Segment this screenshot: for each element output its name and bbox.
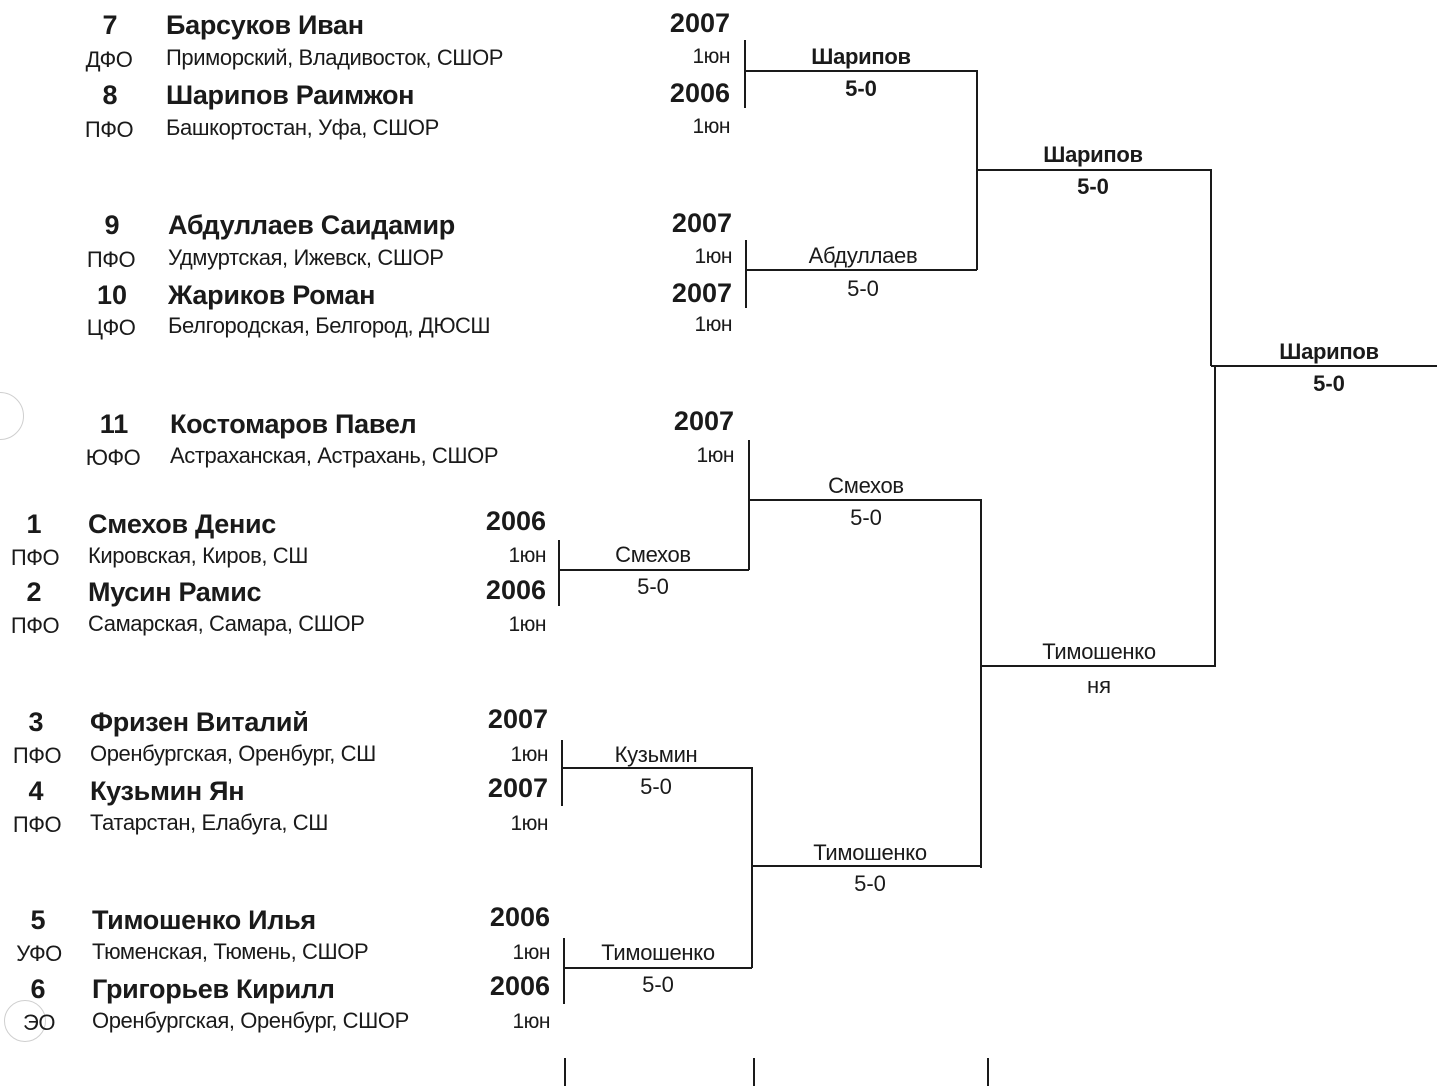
athlete-name: Барсуков Иван <box>166 10 364 40</box>
athlete-region: ПФО <box>10 613 60 638</box>
athlete-name: Шарипов Раимжон <box>166 80 415 110</box>
athlete-seed: 6 <box>30 974 46 1004</box>
bout-score: 5-0 <box>640 774 672 799</box>
athlete-rank: 1юн <box>692 45 730 68</box>
bout-score: 5-0 <box>845 76 877 101</box>
athlete-seed: 2 <box>26 577 42 607</box>
athlete-year: 2007 <box>487 704 548 734</box>
bout-winner: Смехов <box>828 473 904 498</box>
bout-score: ня <box>1086 673 1112 698</box>
athlete-name: Абдуллаев Саидамир <box>168 210 455 240</box>
athlete-name: Костомаров Павел <box>170 409 417 439</box>
bout-score: 5-0 <box>637 574 669 599</box>
athlete-club: Тюменская, Тюмень, СШОР <box>92 939 369 964</box>
athlete-year: 2006 <box>669 78 730 108</box>
athlete-year: 2007 <box>669 8 730 38</box>
athlete-region: ПФО <box>86 247 136 272</box>
athlete-region: ЭО <box>23 1010 55 1035</box>
athlete-region: ЦФО <box>86 315 136 340</box>
athlete-club: Приморский, Владивосток, СШОР <box>166 45 504 70</box>
athlete-rank: 1юн <box>694 245 732 268</box>
athlete-region: УФО <box>16 941 62 966</box>
athlete-name: Мусин Рамис <box>88 577 262 607</box>
athlete-name: Кузьмин Ян <box>90 776 245 806</box>
bout-score: 5-0 <box>1077 174 1109 199</box>
athlete-club: Башкортостан, Уфа, СШОР <box>166 115 439 140</box>
bout-winner: Кузьмин <box>614 742 698 767</box>
athlete-seed: 10 <box>96 280 128 310</box>
bout-winner: Абдуллаев <box>808 243 918 268</box>
athlete-year: 2007 <box>671 278 732 308</box>
bout-score: 5-0 <box>850 505 882 530</box>
athlete-club: Татарстан, Елабуга, СШ <box>90 810 329 835</box>
athlete-name: Тимошенко Илья <box>92 905 316 935</box>
athlete-club: Астраханская, Астрахань, СШОР <box>170 443 499 468</box>
athlete-region: ЮФО <box>85 445 141 470</box>
athlete-seed: 3 <box>28 707 44 737</box>
athlete-rank: 1юн <box>508 613 546 636</box>
athlete-rank: 1юн <box>510 743 548 766</box>
athlete-seed: 4 <box>28 776 44 806</box>
bout-score: 5-0 <box>642 972 674 997</box>
athlete-name: Смехов Денис <box>88 509 276 539</box>
athlete-name: Григорьев Кирилл <box>92 974 335 1004</box>
athlete-region: ДФО <box>85 47 133 72</box>
athlete-year: 2006 <box>485 506 546 536</box>
bout-winner: Шарипов <box>1279 339 1379 364</box>
bout-winner: Шарипов <box>811 44 911 69</box>
bout-score: 5-0 <box>847 276 879 301</box>
athlete-rank: 1юн <box>510 812 548 835</box>
athlete-seed: 7 <box>102 10 118 40</box>
athlete-rank: 1юн <box>508 544 546 567</box>
athlete-name: Жариков Роман <box>168 280 376 310</box>
athlete-rank: 1юн <box>512 941 550 964</box>
bout-winner: Шарипов <box>1043 142 1143 167</box>
athlete-region: ПФО <box>12 743 62 768</box>
athlete-year: 2007 <box>671 208 732 238</box>
bout-winner: Тимошенко <box>813 840 927 865</box>
athlete-club: Оренбургская, Оренбург, СШ <box>90 741 376 766</box>
athlete-seed: 5 <box>30 905 46 935</box>
athlete-region: ПФО <box>84 117 134 142</box>
athlete-club: Самарская, Самара, СШОР <box>88 611 365 636</box>
bout-score: 5-0 <box>1313 371 1345 396</box>
athlete-club: Оренбургская, Оренбург, СШОР <box>92 1008 409 1033</box>
athlete-name: Фризен Виталий <box>90 707 309 737</box>
athlete-year: 2006 <box>489 902 550 932</box>
bout-winner: Тимошенко <box>1042 639 1156 664</box>
athlete-club: Белгородская, Белгород, ДЮСШ <box>168 313 491 338</box>
bracket-line <box>981 366 1215 666</box>
athlete-region: ПФО <box>12 812 62 837</box>
athlete-club: Удмуртская, Ижевск, СШОР <box>168 245 444 270</box>
athlete-club: Кировская, Киров, СШ <box>88 543 309 568</box>
athlete-region: ПФО <box>10 545 60 570</box>
bracket-line <box>749 500 981 868</box>
bout-score: 5-0 <box>854 871 886 896</box>
athlete-seed: 1 <box>26 509 42 539</box>
athlete-year: 2007 <box>487 773 548 803</box>
athlete-seed: 11 <box>99 409 129 439</box>
athlete-rank: 1юн <box>694 313 732 336</box>
athlete-seed: 8 <box>102 80 118 110</box>
athlete-rank: 1юн <box>696 444 734 467</box>
athlete-year: 2007 <box>673 406 734 436</box>
athlete-rank: 1юн <box>692 115 730 138</box>
bracket-line <box>977 170 1211 366</box>
bout-winner: Смехов <box>615 542 691 567</box>
athlete-year: 2006 <box>489 971 550 1001</box>
athlete-year: 2006 <box>485 575 546 605</box>
athlete-seed: 9 <box>104 210 120 240</box>
athlete-rank: 1юн <box>512 1010 550 1033</box>
bout-winner: Тимошенко <box>601 940 715 965</box>
